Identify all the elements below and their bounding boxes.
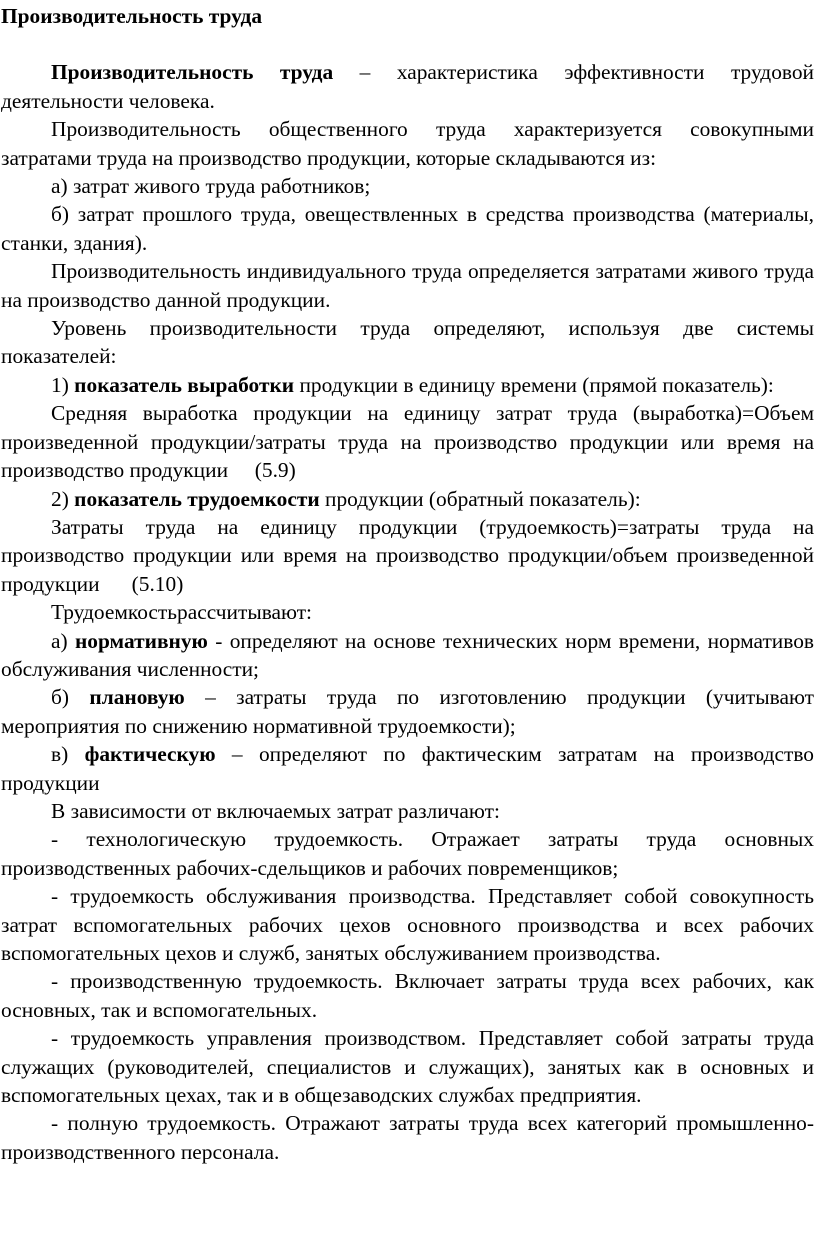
term-bold: Производительность труда	[51, 60, 334, 85]
dash-item-production	[1, 967, 814, 1024]
paragraph-text: – затраты труда по изготовлению продукции (учитывают мероприятия по снижению нормативной трудоемкости);	[1, 685, 815, 738]
list-marker: в)	[51, 742, 85, 767]
document-title: Производительность труда	[1, 4, 263, 28]
list-marker: а)	[51, 628, 75, 653]
paragraph-text: - трудоемкость управления производством. Представляет собой затраты труда служащих (руководителей, специалистов и служащих), занятых как в основных и вспомогательных цехах, так и в общезаводских службах предприятия.	[1, 1026, 814, 1108]
term-bold: показатель трудоемкости	[74, 486, 320, 511]
paragraph-text: - технологическую трудоемкость. Отражает затраты труда основных производственных рабочих-сдельщиков и рабочих повременщиков;	[1, 827, 814, 880]
formula-number: (5.10)	[99, 571, 184, 596]
paragraph-individual-labor	[1, 257, 814, 314]
list-item-normative	[1, 627, 814, 684]
dash-item-full	[1, 1109, 814, 1166]
list-item-planned	[1, 683, 814, 740]
term-bold: показатель выработки	[74, 372, 295, 397]
paragraph-text: Производительность общественного труда характеризуется совокупными затратами труда на производство продукции, которые складываются из:	[1, 117, 814, 170]
paragraph-definition	[1, 58, 814, 115]
dash-item-technological	[1, 825, 814, 882]
formula-text: Затраты труда на единицу продукции (трудоемкость)=затраты труда на производство продукции или время на производство продукции/объем произведенной продукции	[1, 514, 814, 596]
paragraph-social-labor	[1, 115, 814, 172]
list-item-a	[1, 172, 814, 200]
dash-item-service	[1, 882, 814, 967]
paragraph-text: - производственную трудоемкость. Включает затраты труда всех рабочих, как основных, так и вспомогательных.	[1, 969, 814, 1022]
dash-item-management	[1, 1024, 814, 1109]
paragraph-text: В зависимости от включаемых затрат различают:	[51, 798, 500, 823]
paragraph-text: а) затрат живого труда работников;	[51, 174, 371, 199]
paragraph-text: - трудоемкость обслуживания производства. Представляет собой совокупность затрат вспомогательных рабочих цехов основного производства и всех рабочих вспомогательных цехов и служб, занятых обслуживанием производства.	[1, 884, 814, 965]
paragraph-text: - полную трудоемкость. Отражают затраты труда всех категорий промышленно-производственного персонала.	[1, 1111, 814, 1164]
paragraph-text: Уровень производительности труда определяют, используя две системы показателей:	[1, 316, 814, 369]
list-item-actual	[1, 740, 814, 797]
formula-number: (5.9)	[228, 458, 296, 483]
paragraph-text: продукции в единицу времени (прямой показатель):	[294, 372, 774, 397]
paragraph-text: – характеристика эффективности трудовой деятельности человека.	[1, 60, 814, 113]
document-page	[0, 2, 816, 1240]
paragraph-calc	[1, 598, 814, 626]
list-item-b	[1, 200, 814, 257]
paragraph-text: б) затрат прошлого труда, овеществленных в средства производства (материалы, станки, здания).	[1, 202, 814, 255]
paragraph-distinguish	[1, 797, 814, 825]
paragraph-text: - определяют на основе технических норм времени, нормативов обслуживания численности;	[1, 628, 814, 681]
formula-text: Средняя выработка продукции на единицу затрат труда (выработка)=Объем произведенной продукции/затраты труда на производство продукции или время на производство продукции	[1, 401, 814, 483]
list-marker: 2)	[51, 486, 75, 511]
list-item-1	[1, 371, 814, 399]
paragraph-text: Производительность индивидуального труда определяется затратами живого труда на производство данной продукции.	[1, 259, 814, 312]
list-marker: б)	[51, 685, 90, 710]
term-bold: плановую	[89, 685, 185, 710]
formula-labor-intensity	[1, 513, 814, 598]
formula-output	[1, 399, 814, 484]
paragraph-level	[1, 314, 814, 371]
paragraph-text: – определяют по фактическим затратам на производство продукции	[1, 742, 814, 795]
list-marker: 1)	[51, 372, 75, 397]
paragraph-text: Трудоемкостьрассчитывают:	[51, 600, 312, 625]
term-bold: нормативную	[74, 628, 208, 653]
term-bold: фактическую	[84, 742, 216, 767]
list-item-2	[1, 485, 814, 513]
paragraph-text: продукции (обратный показатель):	[319, 486, 641, 511]
